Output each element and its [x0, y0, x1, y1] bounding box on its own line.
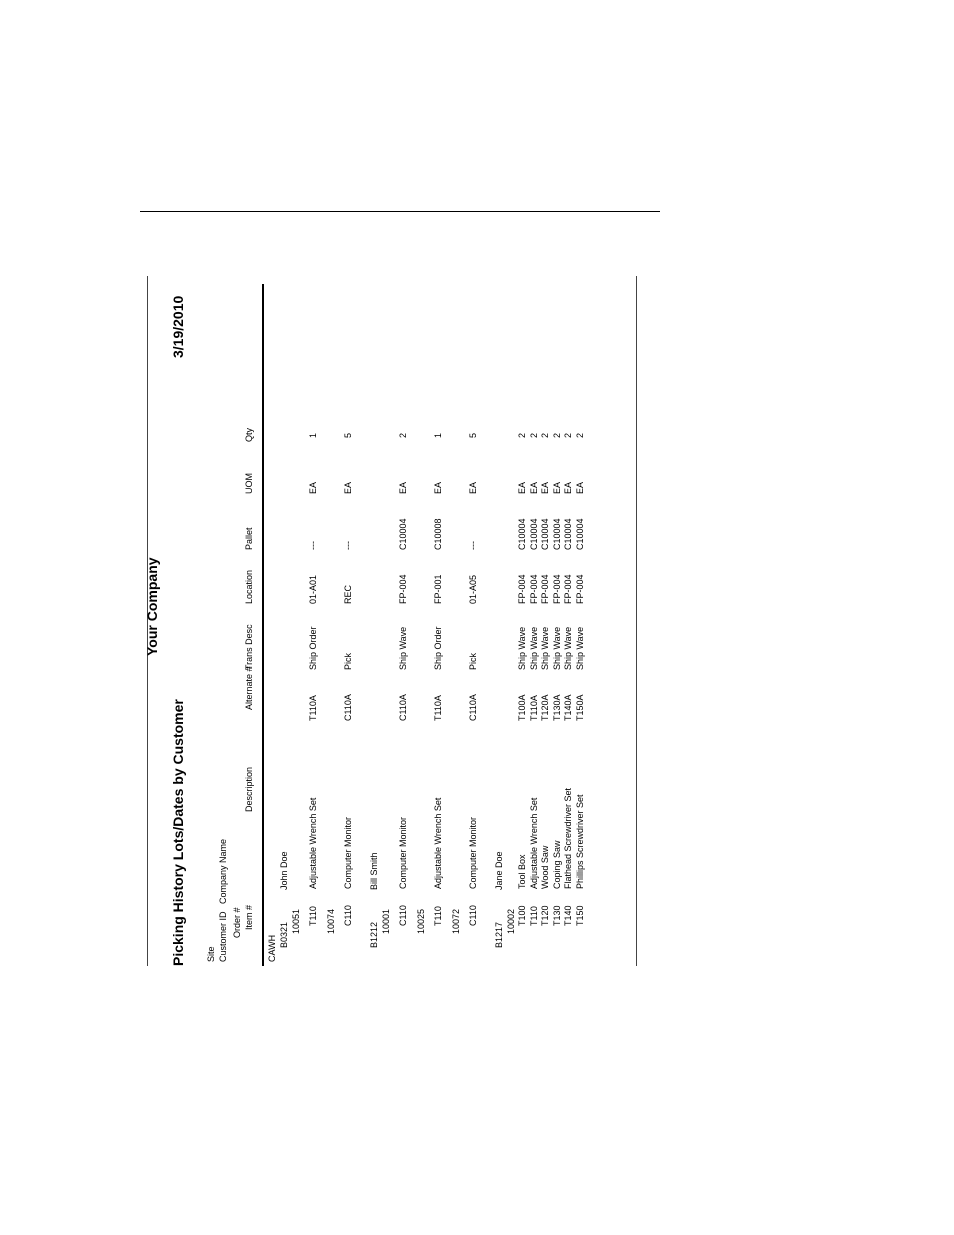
line-description: Computer Monitor — [398, 816, 408, 889]
line-alternate-no: T100A — [517, 694, 527, 721]
order-no: 10002 — [506, 908, 516, 934]
line-description: Computer Monitor — [468, 816, 478, 889]
line-uom: EA — [433, 481, 443, 494]
site-code: CAWH — [267, 934, 277, 962]
line-qty: 5 — [343, 432, 353, 438]
line-trans-desc: Ship Wave — [528, 626, 539, 670]
line-alternate-no: T140A — [563, 694, 573, 721]
line-item-no: T110 — [433, 906, 443, 926]
line-qty: 2 — [540, 432, 550, 438]
line-pallet: C10004 — [528, 518, 539, 550]
line-alternate-no: T110A — [528, 695, 539, 721]
line-qty: 5 — [468, 432, 478, 438]
col-customer-id: Customer ID — [218, 911, 228, 962]
line-pallet: C10008 — [433, 518, 443, 550]
line-alternate-no: C110A — [468, 694, 478, 721]
line-item-no: T110 — [308, 906, 318, 926]
line-description: Flathead Screwdriver Set — [563, 787, 573, 889]
line-trans-desc: Ship Wave — [563, 626, 573, 670]
col-pallet: Pallet — [244, 527, 254, 550]
line-trans-desc: Ship Order — [308, 626, 318, 670]
line-item-no: T110 — [528, 906, 539, 926]
line-uom: EA — [551, 481, 562, 494]
line-qty: 2 — [528, 432, 539, 438]
line-pallet: C10004 — [540, 518, 550, 550]
line-trans-desc: Ship Wave — [551, 626, 562, 670]
order-no: 10001 — [381, 908, 391, 934]
line-location: FP-004 — [398, 574, 408, 604]
report-page — [144, 276, 637, 966]
line-uom: EA — [574, 481, 585, 494]
col-trans-desc: Trans Desc — [244, 624, 254, 670]
customer-id: B1217 — [494, 921, 504, 948]
line-item-no: T120 — [540, 905, 550, 926]
line-pallet: C10004 — [551, 518, 562, 550]
line-alternate-no: T120A — [540, 694, 550, 721]
line-uom: EA — [540, 481, 550, 494]
line-uom: EA — [468, 481, 478, 494]
line-qty: 2 — [563, 432, 573, 438]
line-location: FP-001 — [433, 574, 443, 604]
line-qty: 2 — [517, 432, 527, 438]
line-uom: EA — [517, 481, 527, 494]
customer-name: John Doe — [279, 851, 289, 890]
line-alternate-no: T150A — [574, 694, 585, 721]
line-location: FP-004 — [563, 574, 573, 604]
line-location: FP-004 — [551, 574, 562, 604]
line-qty: 1 — [433, 432, 443, 438]
line-description: Coping Saw — [551, 840, 562, 889]
line-item-no: C110 — [343, 905, 353, 926]
customer-id: B1212 — [369, 921, 379, 948]
line-item-no: C110 — [398, 905, 408, 926]
line-uom: EA — [308, 481, 318, 494]
report-title: Picking History Lots/Dates by Customer — [170, 699, 186, 966]
line-item-no: C110 — [468, 905, 478, 926]
line-item-no: T150 — [574, 905, 585, 926]
col-qty: Qty — [244, 427, 254, 442]
col-company-name: Company Name — [218, 838, 228, 904]
line-alternate-no: C110A — [398, 694, 408, 721]
line-uom: EA — [343, 481, 353, 494]
line-alternate-no: T130A — [551, 694, 562, 721]
line-pallet: --- — [308, 541, 318, 550]
col-item-no: Item # — [244, 904, 254, 930]
line-description: Tool Box — [517, 854, 527, 889]
col-order-no: Order # — [232, 907, 242, 938]
order-no: 10074 — [326, 908, 336, 934]
customer-name: Jane Doe — [494, 851, 504, 890]
line-location: 01-A05 — [468, 574, 478, 604]
line-pallet: --- — [468, 541, 478, 550]
line-trans-desc: Ship Wave — [540, 626, 550, 670]
line-location: REC — [343, 584, 353, 604]
line-alternate-no: T110A — [433, 695, 443, 721]
order-no: 10051 — [291, 908, 301, 934]
order-no: 10072 — [451, 908, 461, 934]
top-rule — [140, 211, 660, 212]
line-location: FP-004 — [517, 574, 527, 604]
col-uom: UOM — [244, 473, 254, 494]
line-trans-desc: Ship Wave — [574, 626, 585, 670]
report-date: 3/19/2010 — [170, 295, 186, 358]
customer-id: B0321 — [279, 921, 289, 948]
line-item-no: T130 — [551, 905, 562, 926]
line-qty: 2 — [398, 432, 408, 438]
line-trans-desc: Ship Wave — [398, 626, 408, 670]
line-description: Adjustable Wrench Set — [433, 797, 443, 889]
header-rule — [262, 284, 264, 966]
line-alternate-no: C110A — [343, 694, 353, 721]
line-item-no: T100 — [517, 905, 527, 926]
line-description: Wood Saw — [540, 845, 550, 889]
line-uom: EA — [398, 481, 408, 494]
line-description: Adjustable Wrench Set — [528, 797, 539, 889]
line-trans-desc: Pick — [343, 652, 353, 670]
company-name: Your Company — [144, 557, 160, 656]
line-description: Phillips Screwdriver Set — [574, 794, 585, 889]
line-description: Computer Monitor — [343, 816, 353, 889]
line-location: FP-004 — [574, 574, 585, 604]
col-site: Site — [206, 946, 216, 962]
line-alternate-no: T110A — [308, 695, 318, 721]
line-location: FP-004 — [528, 574, 539, 604]
line-pallet: C10004 — [398, 518, 408, 550]
line-uom: EA — [528, 481, 539, 494]
col-location: Location — [244, 569, 254, 604]
line-trans-desc: Ship Order — [433, 626, 443, 670]
col-alternate-no: Alternate # — [244, 666, 254, 710]
line-qty: 1 — [308, 432, 318, 438]
line-qty: 2 — [551, 432, 562, 438]
line-location: 01-A01 — [308, 574, 318, 604]
line-qty: 2 — [574, 432, 585, 438]
line-trans-desc: Ship Wave — [517, 626, 527, 670]
line-description: Adjustable Wrench Set — [308, 797, 318, 889]
line-pallet: C10004 — [517, 518, 527, 550]
line-pallet: C10004 — [574, 518, 585, 550]
col-description: Description — [244, 766, 254, 812]
line-pallet: C10004 — [563, 518, 573, 550]
line-item-no: T140 — [563, 905, 573, 926]
line-trans-desc: Pick — [468, 652, 478, 670]
line-location: FP-004 — [540, 574, 550, 604]
line-uom: EA — [563, 481, 573, 494]
order-no: 10025 — [416, 908, 426, 934]
line-pallet: --- — [343, 541, 353, 550]
customer-name: Bill Smith — [369, 852, 379, 890]
